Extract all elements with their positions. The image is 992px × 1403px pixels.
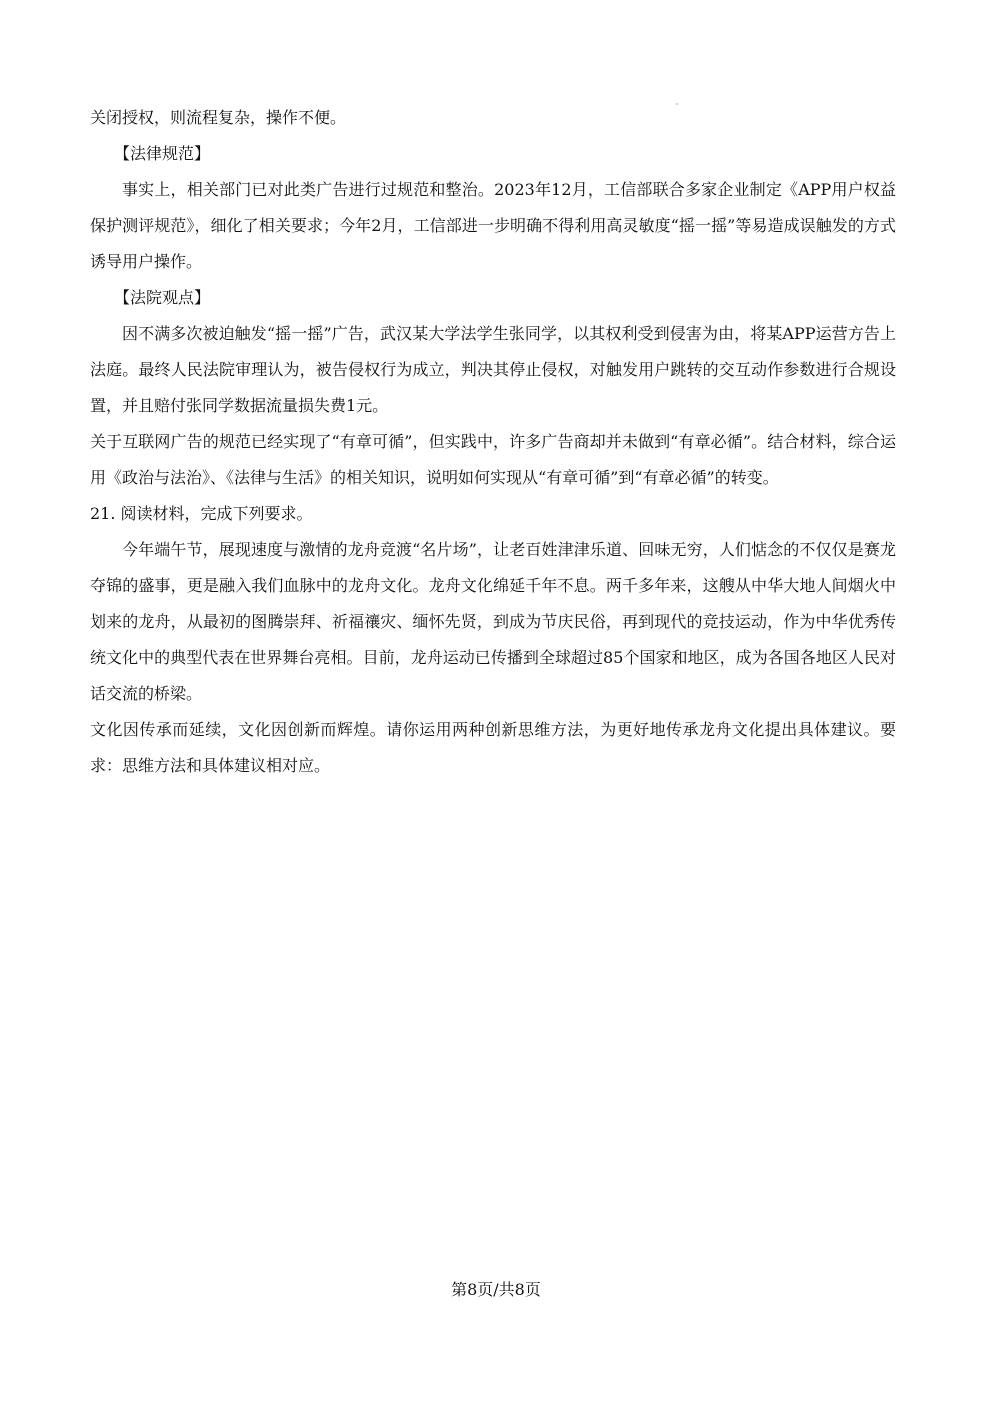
page-footer: 第8页/共8页 xyxy=(451,1280,541,1299)
paragraph-authorization-cont: 关闭授权，则流程复杂，操作不便。 xyxy=(90,108,347,127)
section-heading-court-view: 【法院观点】 xyxy=(114,288,211,307)
question-21-title: 21. 阅读材料，完成下列要求。 xyxy=(90,504,313,523)
section-heading-legal-norms: 【法律规范】 xyxy=(114,144,211,163)
question-21-prompt: 文化因传承而延续，文化因创新而辉煌。请你运用两种创新思维方法，为更好地传承龙舟文化提出具体建议。要求：思维方法和具体建议相对应。 xyxy=(90,720,896,775)
paragraph-dragon-boat-material: 今年端午节，展现速度与激情的龙舟竞渡“名片场”，让老百姓津津乐道、回味无穷，人们惦念的不仅仅是赛龙夺锦的盛事，更是融入我们血脉中的龙舟文化。龙舟文化绵延千年不息。两千多年来，这艘从中华大地人间烟火中划来的龙舟，从最初的图腾崇拜、祈福禳灾、缅怀先贤，到成为节庆民俗，再到现代的竞技运动，作为中华优秀传统文化中的典型代表在世界舞台亮相。目前，龙舟运动已传播到全球超过85个国家和地区，成为各国各地区人民对话交流的桥梁。 xyxy=(90,540,896,703)
paragraph-legal-norms: 事实上，相关部门已对此类广告进行过规范和整治。2023年12月，工信部联合多家企业制定《APP用户权益保护测评规范》，细化了相关要求；今年2月，工信部进一步明确不得利用高灵敏度“摇一摇”等易造成误触发的方式诱导用户操作。 xyxy=(90,180,896,271)
question-20-prompt: 关于互联网广告的规范已经实现了“有章可循”，但实践中，许多广告商却并未做到“有章必循”。结合材料，综合运用《政治与法治》、《法律与生活》的相关知识，说明如何实现从“有章可循”到“有章必循”的转变。 xyxy=(90,432,896,487)
paragraph-court-view: 因不满多次被迫触发“摇一摇”广告，武汉某大学法学生张同学，以其权利受到侵害为由，将某APP运营方告上法庭。最终人民法院审理认为，被告侵权行为成立，判决其停止侵权，对触发用户跳转的交互动作参数进行合规设置，并且赔付张同学数据流量损失费1元。 xyxy=(90,324,896,415)
document-body xyxy=(90,100,896,784)
